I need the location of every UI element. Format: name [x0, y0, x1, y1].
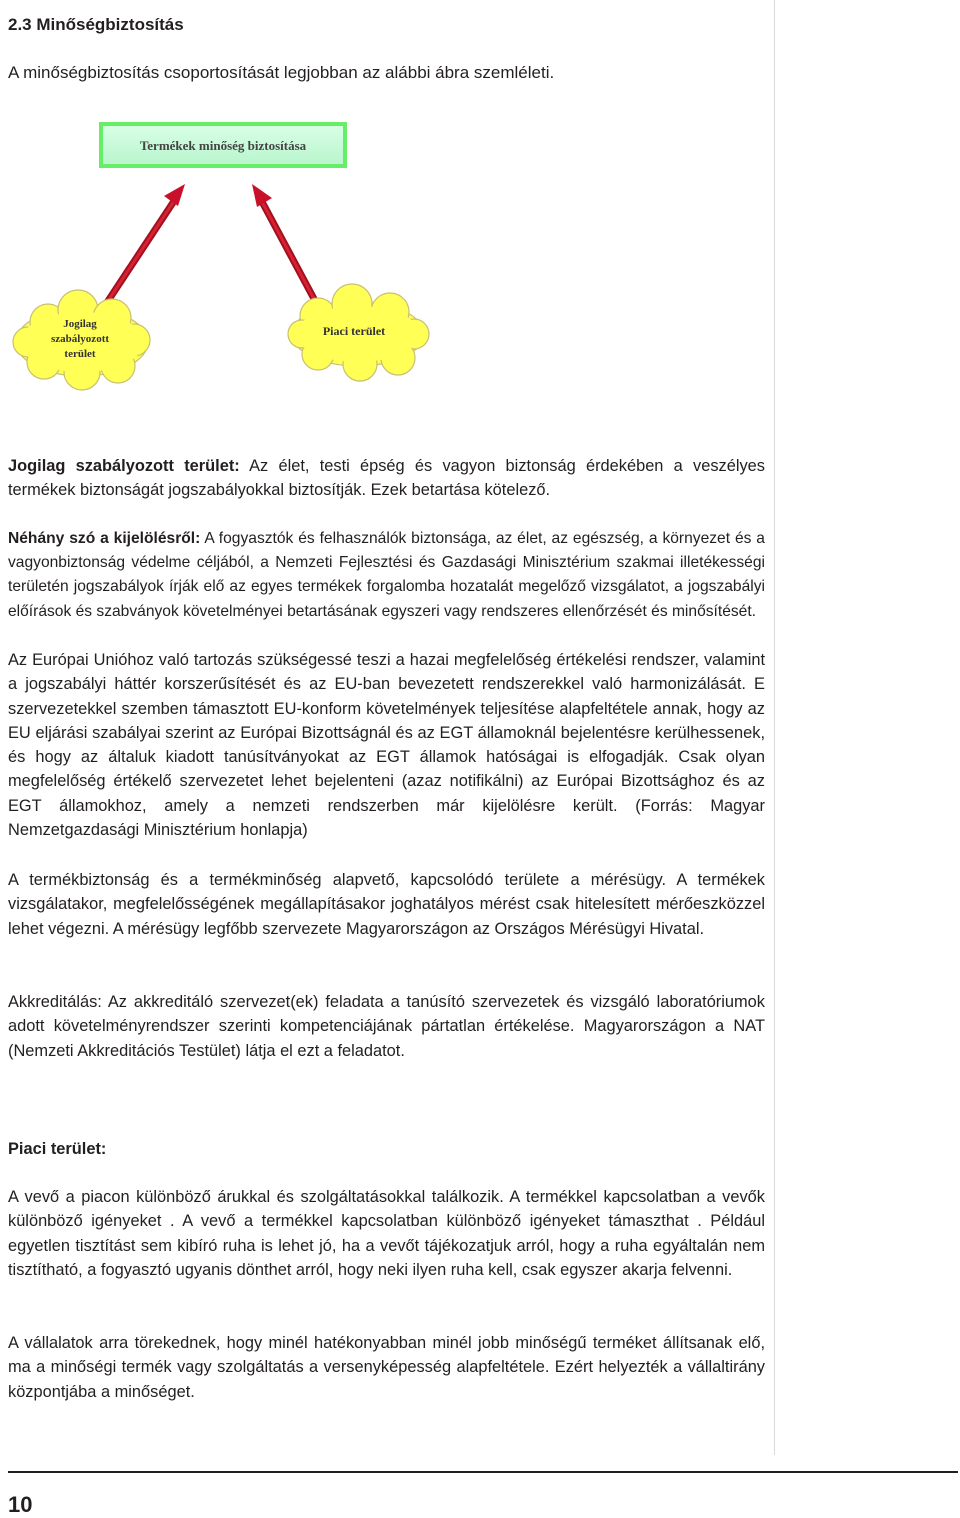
- legal-area-label: Jogilag szabályozott terület:: [8, 457, 240, 475]
- page-number: 10: [8, 1492, 33, 1517]
- eu-paragraph: Az Európai Unióhoz való tartozás szükségessé teszi a hazai megfelelőség értékelési rendszer, valamint a jogszabályi háttér korszerűsítését és az EU-ban bevezetett rendszerekkel való harmonizálását. E szervezetekkel szemben támasztott EU-konform követelmények teljesítése alapfeltétele annak, hogy az EU eljárási szabályai szerint az Európai Bizottságnál és az EGT államoknál bejelentésre kerülhessenek, és hogy az általuk kiadott tanúsítványokat az EGT államok hatóságai is elfogadják. Csak olyan megfelelőség értékelő szervezetet lehet bejelenteni (azaz notifikálni) az Európai Bizottsághoz és az EGT államokhoz, amely a nemzeti rendszerben már kijelölésre került. (Forrás: Magyar Nemzetgazdasági Minisztérium honlapja): [8, 651, 765, 840]
- quality-assurance-diagram: [0, 110, 460, 400]
- cloud-legal-label-2: szabályozott: [50, 333, 110, 345]
- legal-area-text: Az élet, testi épség és vagyon biztonság érdekében a veszélyes termékek biztonságát jogszabályokkal biztosítják. Ezek betartása kötelező.: [8, 457, 765, 500]
- companies-paragraph: A vállalatok arra törekednek, hogy minél hatékonyabban minél jobb minőségű terméket állítsanak elő, ma a minőségi termék vagy szolgáltatás a versenyképesség alapfeltétele. Ezért helyezték a vállaltirány központjába a minőséget.: [8, 1334, 765, 1401]
- market-paragraph: A vevő a piacon különböző árukkal és szolgáltatásokkal találkozik. A termékkel kapcsolatban a vevők különböző igényeket . A vevő a termékkel kapcsolatban különböző igényeket támaszthat . Például egyetlen tisztítást sem kibíró ruha is lehet jó, ha a vevőt tájékozatjuk arról, hogy a ruha egyáltalán nem tisztítható, a fogyasztó ugyanis dönthet arról, hogy neki ilyen ruha kell, csak egyszer akarja felvenni.: [8, 1188, 765, 1279]
- accreditation-paragraph: Akkreditálás: Az akkreditáló szervezet(ek) feladata a tanúsító szervezetek és vizsgáló laboratóriumok adott követelményrendszer szerinti kompetenciájának pártatlan értékelése. Magyarországon a NAT (Nemzeti Akkreditációs Testület) látja el ezt a feladatot.: [8, 993, 765, 1060]
- footer-rule: [8, 1471, 958, 1473]
- cloud-legal-label-1: Jogilag: [63, 318, 97, 330]
- diagram-svg: [0, 110, 460, 400]
- metrology-paragraph: A termékbiztonság és a termékminőség alapvető, kapcsolódó területe a mérésügy. A termékek vizsgálatakor, megfelelősségének megállapításakor joghatályos mérést csak hitelesített mérőeszközzel lehet végezni. A mérésügy legfőbb szervezete Magyarországon az Országos Mérésügyi Hivatal.: [8, 871, 765, 938]
- section-heading: 2.3 Minőségbiztosítás: [8, 15, 184, 34]
- market-heading: Piaci terület:: [8, 1140, 107, 1158]
- designation-label: Néhány szó a kijelölésről:: [8, 530, 201, 547]
- arrow-left: [102, 184, 185, 310]
- column-divider: [774, 0, 775, 1455]
- designation-text: A fogyasztók és felhasználók biztonsága, az élet, az egészség, a környezet és a vagyonbiztonság védelme céljából, a Nemzeti Fejlesztési és Gazdasági Minisztérium szakmai illetékességi területén jogszabályok írják elő az egyes termékek forgalomba hozatalát megelőző vizsgálatot, a jogszabályi előírások és szabványok követelményei betartásának egyszeri vagy rendszeres ellenőrzését és minősítését.: [8, 530, 765, 620]
- top-box-label: Termékek minőség biztosítása: [139, 138, 307, 153]
- designation-paragraph: [8, 527, 765, 624]
- legal-area-paragraph: [8, 454, 765, 503]
- arrow-right: [252, 184, 320, 310]
- cloud-market-label: Piaci terület: [322, 324, 386, 338]
- cloud-legal-label-3: terület: [64, 348, 96, 360]
- intro-text: A minőségbiztosítás csoportosítását legjobban az alábbi ábra szemléleti.: [8, 63, 555, 82]
